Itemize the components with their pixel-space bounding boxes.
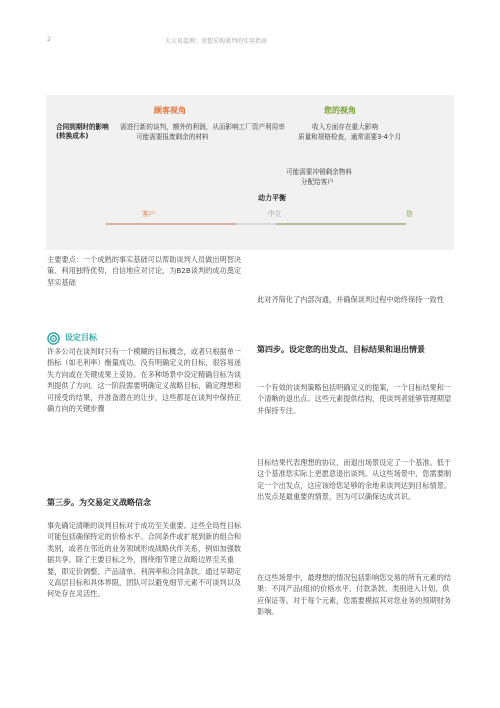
customer-perspective-title: 顾客视角 <box>154 106 186 115</box>
key-point-text: 主要要点：一个成熟的事实基础可以帮助谈判人员做出明智决策、利用独特优势，自信地应对讨论，为B2B谈判的成功奠定坚实基础 <box>47 255 242 287</box>
balance-scale-supplier-segment <box>276 223 406 225</box>
supplier-point-2: 质量和规格检查，通常需要3-4个月 <box>298 133 402 141</box>
scale-customer-label: 客户 <box>142 210 156 218</box>
target-icon <box>47 330 62 345</box>
balance-scale-customer-segment <box>106 223 236 225</box>
step4-body-2: 目标结果代表理想的协议，而退出场景设定了一个基准。低于这个基准您实际上更愿意退出谈判。从这些场景中，您需要制定一个出发点，这应该给您足够的余地来谈判达到目标情景。出发点是最重要的情景，因为可以确保达成共识。 <box>257 458 452 502</box>
impact-label: 合同到期时的影响(转换成本) <box>56 123 109 140</box>
supplier-perspective-title: 您的视角 <box>324 106 356 115</box>
step4-heading: 第四步。设定您的出发点、目标结果和退出情景 <box>257 345 425 354</box>
running-title: 大交易监测：重塑采购谈判的实用指南 <box>165 38 268 45</box>
goal-body: 许多公司在谈判时只有一个模糊的目标概念，或者只根据单一指标（如毛利率）衡量成功。没有明确定义的目标，很容易迷失方向或在关键成果上妥协。在多种场景中设定精确目标为谈判提供了方向。这一阶段需要明确定义战略目标，确定理想和可接受的结果，并准备潜在的让步，这些都是在谈判中保持正确方向的关键步骤 <box>47 347 242 414</box>
goal-heading: 设定目标 <box>65 333 97 342</box>
customer-point-1: 需进行新的谈判，额外的利润，从而影响工厂资产利用率 <box>120 123 285 131</box>
step4-body-3: 在这些场景中，最理想的情况包括影响您交易的所有元素的结果：不同产品(组)的价格水平、付款条款、类别进入计划、供应保证等。对于每个元素，您需要模拟其对您业务的预期财务影响。 <box>257 573 452 617</box>
step3-heading: 第三步。为交易定义战略信念 <box>47 498 151 507</box>
dynamics-label: 动力平衡 <box>258 194 286 202</box>
alignment-text: 此对齐简化了内部沟通，并确保谈判过程中始终保持一致性 <box>257 295 444 304</box>
page-number: 2 <box>47 36 51 43</box>
step3-body: 事先确定清晰的谈判目标对于成功至关重要。这些全局性目标可能包括确保特定的价格水平、合同条件或扩展到新的组合和类别，或者在邻近的业务领域形成战略伙伴关系，例如加强数据共享。除了主要目标之外，围绕细节建立战略边界至关重要，即定价调整、产品清单、利润率和合同条款。通过早期定义高层目标和具体界限，团队可以避免细节元素不可谈判以及何处存在灵活性。 <box>47 521 242 599</box>
scale-neutral-label: 中立 <box>268 210 282 218</box>
perspective-diagram <box>46 95 454 250</box>
supplier-point-3: 可能需要冲销剩余物料 <box>286 168 352 176</box>
customer-point-2: 可能需要报废剩余的材料 <box>136 133 209 141</box>
step4-body-1: 一个有效的谈判策略包括明确定义的提案，一个目标结果和一个清晰的退出点。这些元素提供结构，使谈判者能够管理期望并保持专注。 <box>257 383 452 415</box>
scale-you-label: 您 <box>406 210 413 218</box>
supplier-point-1: 收入方面存在重大影响 <box>312 123 378 131</box>
supplier-point-4: 分配给客户 <box>301 178 334 186</box>
